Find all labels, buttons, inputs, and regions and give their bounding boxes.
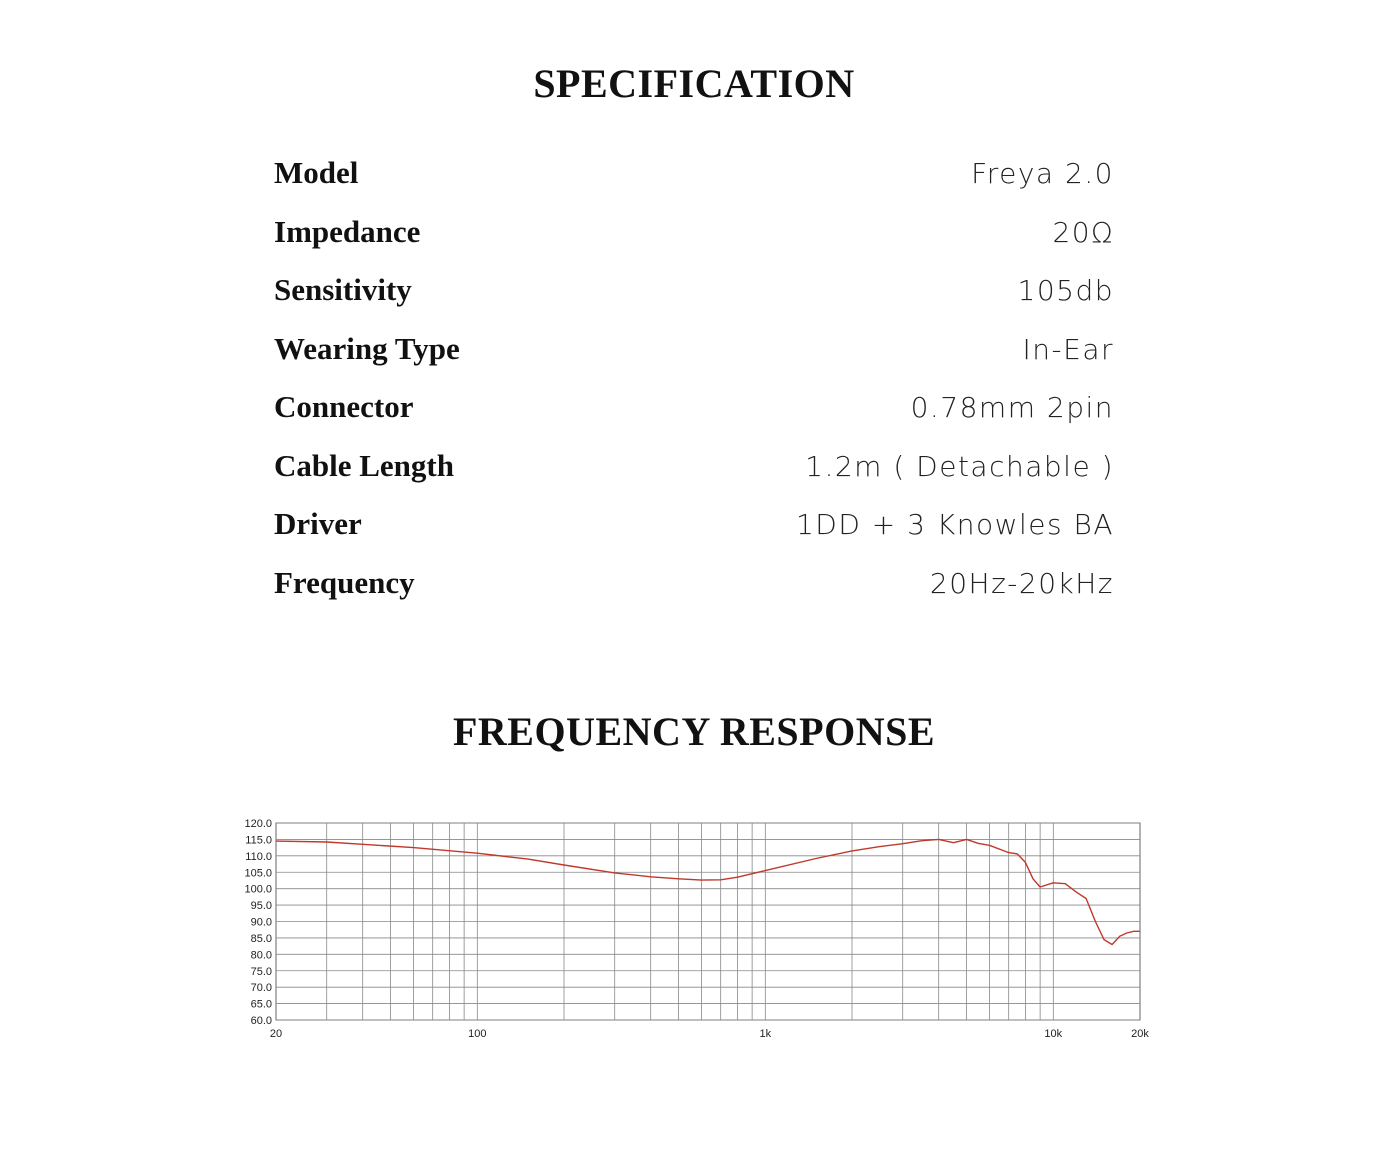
spec-value-wearing-type: In-Ear	[1022, 332, 1114, 366]
y-tick-label: 75.0	[250, 965, 272, 978]
y-tick-label: 110.0	[245, 850, 272, 863]
spec-row	[274, 506, 1114, 565]
frequency-response-curve	[276, 839, 1140, 944]
x-tick-label: 100	[468, 1028, 487, 1040]
y-tick-label: 80.0	[250, 949, 272, 962]
spec-value-sensitivity: 105db	[1017, 274, 1114, 307]
y-tick-label: 115.0	[245, 834, 272, 847]
spec-value-impedance: 20Ω	[1052, 215, 1114, 249]
y-tick-label: 60.0	[250, 1015, 272, 1027]
y-tick-label: 100.0	[244, 883, 272, 896]
x-tick-label: 1k	[759, 1028, 772, 1040]
frequency-response-title: FREQUENCY RESPONSE	[452, 709, 936, 754]
spec-label-impedance: Impedance	[274, 213, 421, 249]
spec-value-cable-length: 1.2m ( Detachable )	[805, 449, 1114, 483]
spec-row	[274, 565, 1114, 624]
spec-row	[274, 448, 1114, 507]
spec-value-connector: 0.78mm 2pin	[910, 391, 1114, 424]
spec-label-wearing-type: Wearing Type	[274, 330, 460, 366]
spec-row	[274, 389, 1114, 448]
y-tick-label: 120.0	[244, 818, 272, 830]
frequency-response-chart	[230, 810, 1170, 1050]
y-tick-label: 95.0	[250, 900, 272, 913]
spec-value-frequency: 20Hz-20kHz	[929, 566, 1114, 600]
spec-label-frequency: Frequency	[274, 564, 415, 600]
x-tick-label: 20	[269, 1028, 283, 1040]
spec-row	[274, 155, 1114, 214]
spec-label-driver: Driver	[274, 506, 362, 541]
x-tick-label: 20k	[1131, 1028, 1149, 1040]
y-tick-label: 65.0	[250, 998, 272, 1011]
spec-row	[274, 272, 1114, 331]
y-tick-label: 85.0	[250, 932, 272, 945]
spec-label-model: Model	[274, 155, 359, 190]
y-tick-label: 70.0	[250, 982, 272, 995]
spec-table	[274, 155, 1114, 623]
x-tick-label: 10k	[1044, 1028, 1063, 1040]
spec-value-driver: 1DD + 3 Knowles BA	[795, 508, 1114, 541]
spec-value-model: Freya 2.0	[971, 157, 1114, 190]
specification-title: SPECIFICATION	[533, 61, 855, 106]
spec-label-cable-length: Cable Length	[274, 447, 454, 483]
spec-row	[274, 214, 1114, 273]
y-tick-label: 90.0	[250, 916, 272, 929]
y-tick-label: 105.0	[244, 867, 272, 880]
spec-label-sensitivity: Sensitivity	[274, 272, 412, 307]
spec-label-connector: Connector	[274, 389, 414, 424]
spec-row	[274, 331, 1114, 390]
